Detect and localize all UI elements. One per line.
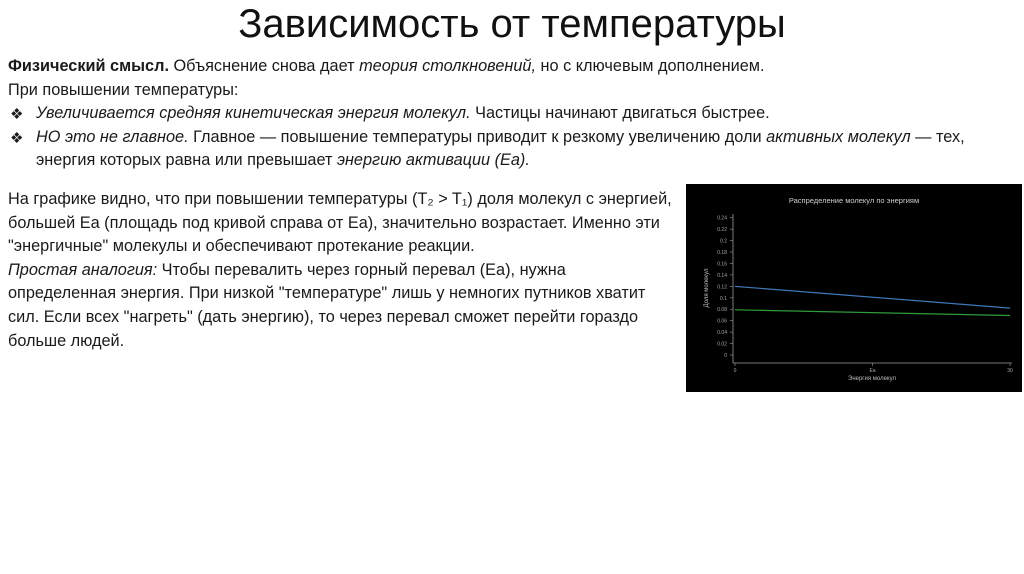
slide-title: Зависимость от температуры xyxy=(238,2,786,46)
y-tick-label: 0.24 xyxy=(717,215,727,222)
intro-text-after: но с ключевым дополнением. xyxy=(535,57,765,75)
bullet-2-italic: НО это не главное. xyxy=(36,127,189,146)
y-tick-label: 0.22 xyxy=(717,227,727,234)
intro-line xyxy=(8,55,1013,79)
x-ticks-group xyxy=(734,363,1013,374)
y-tick-label: 0.06 xyxy=(717,318,727,325)
bullet-2-text-2: — тех, энергия которых равна или превышает xyxy=(36,127,965,170)
chart-title: Распределение молекул по энергиям xyxy=(788,196,920,205)
y-tick-label: 0.18 xyxy=(717,250,727,257)
y-axis-label: Доля молекул xyxy=(704,268,710,308)
bullet-item-1 xyxy=(8,102,1013,126)
diamond-bullet-icon: ❖ xyxy=(10,129,24,147)
series-group xyxy=(735,286,1010,315)
y-tick-label: 0.2 xyxy=(720,238,727,245)
bullet-2-italic-3: энергию активации (Ea). xyxy=(336,151,530,170)
y-tick-label: 0.04 xyxy=(717,330,727,337)
x-tick-label: Ea xyxy=(869,368,876,374)
analogy-label: Простая аналогия: xyxy=(8,260,158,279)
chart-svg xyxy=(686,184,1022,392)
series-line-1 xyxy=(735,286,1010,308)
bullet-item-2 xyxy=(8,126,1013,173)
bullet-2-text: Главное — повышение температуры приводит к резкому увеличению доли xyxy=(188,127,767,146)
y-tick-label: 0.1 xyxy=(720,295,727,302)
analogy-paragraph xyxy=(8,259,676,353)
analogy-text: Чтобы перевалить через горный перевал (Ea), нужна определенная энергия. При низкой "температуре" лишь у немногих путников хватит сил. Если всех "нагреть" (дать энергию), то через перевал сможет перейти гораздо больше людей. xyxy=(8,260,646,350)
diamond-bullet-icon: ❖ xyxy=(10,106,24,124)
y-tick-label: 0.02 xyxy=(717,341,727,348)
x-tick-label: 30 xyxy=(1007,368,1013,374)
bullet-1-text: Частицы начинают двигаться быстрее. xyxy=(470,104,770,123)
y-tick-label: 0.12 xyxy=(717,284,727,291)
x-axis-label: Энергия молекул xyxy=(848,376,896,382)
intro-text-before: Объяснение снова дает xyxy=(168,57,360,75)
intro-label: Физический смысл. xyxy=(8,57,169,75)
intro-block xyxy=(8,55,1013,173)
lead-line: При повышении температуры: xyxy=(8,80,239,99)
bullet-2-italic-2: активных молекул xyxy=(766,127,911,146)
y-ticks-group xyxy=(717,216,733,359)
y-tick-label: 0.08 xyxy=(717,307,727,314)
explanation-block xyxy=(8,188,676,353)
bullet-1-italic: Увеличивается средняя кинетическая энергия молекул. xyxy=(36,104,471,123)
intro-italic: теория столкновений, xyxy=(359,57,536,75)
y-tick-label: 0.16 xyxy=(717,261,727,268)
y-tick-label: 0 xyxy=(724,353,727,359)
series-line-2 xyxy=(735,310,1010,316)
x-tick-label: 0 xyxy=(733,368,737,374)
energy-distribution-chart xyxy=(686,184,1022,392)
graph-explanation: На графике видно, что при повышении температуры (T₂ > T₁) доля молекул с энергией, большей Ea (площадь под кривой справа от Ea), значительно возрастает. Именно эти "энергичные" молекулы и обеспечивают протекание реакции. xyxy=(8,190,672,256)
y-tick-label: 0.14 xyxy=(717,272,727,279)
